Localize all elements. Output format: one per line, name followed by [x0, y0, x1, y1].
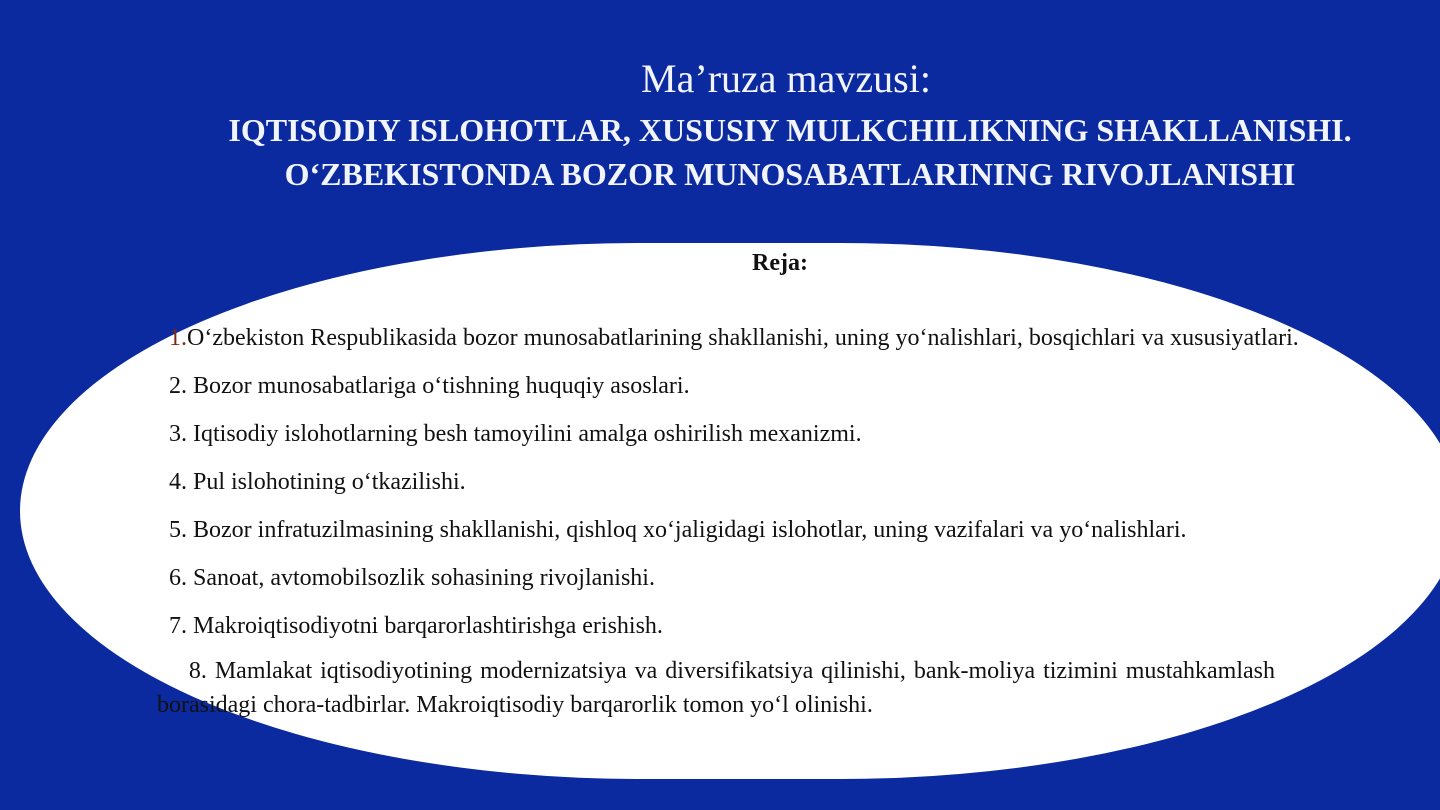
- plan-item-text: Makroiqtisodiyotni barqarorlashtirishga erishish.: [193, 613, 663, 639]
- plan-heading: Reja:: [752, 250, 808, 276]
- lecture-title: IQTISODIY ISLOHOTLAR, XUSUSIY MULKCHILIKNING SHAKLLANISHI. O‘ZBEKISTONDA BOZOR MUNOSABATLARINING RIVOJLANISHI: [228, 112, 1352, 192]
- lecture-subtitle: Ma’ruza mavzusi:: [641, 56, 931, 101]
- plan-item-4: [157, 462, 1402, 502]
- plan-item-number: 5.: [169, 517, 187, 543]
- plan-item-3: [157, 414, 1402, 454]
- slide-header: [140, 56, 1440, 196]
- plan-item-number: 2.: [169, 373, 187, 399]
- plan-item-text: Bozor infratuzilmasining shakllanishi, qishloq xo‘jaligidagi islohotlar, uning vazifalari va yo‘nalishlari.: [193, 517, 1187, 543]
- plan-item-1: [157, 318, 1402, 358]
- plan-item-2: [157, 366, 1402, 406]
- plan-list: [157, 318, 1402, 730]
- plan-item-number: 7.: [169, 613, 187, 639]
- plan-item-number: 4.: [169, 469, 187, 495]
- plan-item-text: Sanoat, avtomobilsozlik sohasining rivojlanishi.: [193, 565, 655, 591]
- plan-item-8: [157, 654, 1275, 722]
- plan-item-5: [157, 510, 1402, 550]
- plan-item-text: Bozor munosabatlariga o‘tishning huquqiy asoslari.: [193, 373, 690, 399]
- plan-item-number: 1.: [169, 325, 187, 351]
- plan-item-number: 3.: [169, 421, 187, 447]
- plan-item-text: Iqtisodiy islohotlarning besh tamoyilini amalga oshirilish mexanizmi.: [193, 421, 862, 447]
- plan-item-text: Pul islohotining o‘tkazilishi.: [193, 469, 466, 495]
- plan-item-7: [157, 606, 1402, 646]
- plan-item-text: Mamlakat iqtisodiyotining modernizatsiya va diversifikatsiya qilinishi, bank-moliya tizimini mustahkamlash borasidagi chora-tadbirlar. Makroiqtisodiy barqarorlik tomon yo‘l olinishi.: [157, 658, 1276, 718]
- plan-item-number: 6.: [169, 565, 187, 591]
- plan-item-number: 8.: [188, 658, 207, 684]
- plan-item-6: [157, 558, 1402, 598]
- plan-item-text: O‘zbekiston Respublikasida bozor munosabatlarining shakllanishi, uning yo‘nalishlari, bosqichlari va xususiyatlari.: [187, 325, 1299, 351]
